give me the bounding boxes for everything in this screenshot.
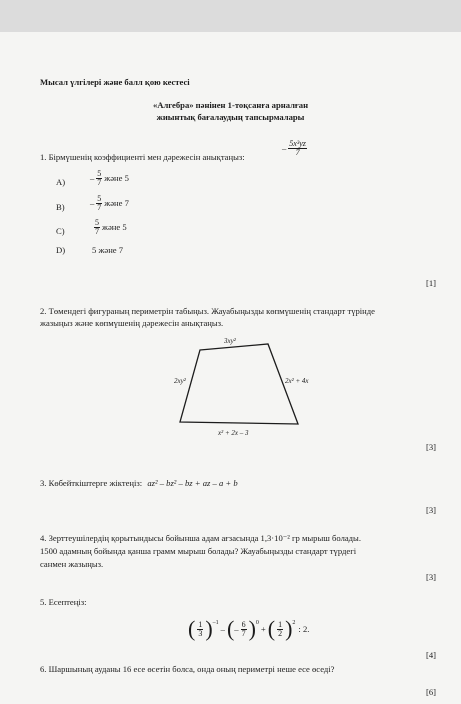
page-heading: Мысал үлгілері және балл қою кестесі: [40, 77, 190, 87]
q5-f2-exp: 0: [255, 620, 259, 626]
q1-expr-fraction: [288, 140, 307, 157]
q1-expr-numerator: 5x³yz: [289, 139, 306, 148]
q5-f3-num: 1: [278, 619, 283, 629]
q5-tail: : 2.: [298, 623, 310, 634]
q5-minus: –: [220, 623, 225, 634]
q2-text-line1: 2. Төмендегі фигураның периметрін табыңыз. Жауабыңызды көпмүшенің стандарт түрінде: [40, 306, 375, 316]
q5-marks: [4]: [426, 650, 437, 660]
q6-text: 6. Шаршының ауданы 16 есе өсетін болса, онда оның периметрі неше есе өседі?: [40, 664, 335, 674]
top-bar: [0, 0, 461, 32]
q5-f1-num: 1: [198, 619, 203, 629]
side-label-bottom: x² + 2x – 3: [218, 429, 249, 437]
q5-paren-open-1: (: [188, 616, 196, 641]
q5-paren-open-3: (: [267, 616, 276, 641]
q1-option-a: [90, 170, 129, 187]
worksheet-page: [0, 32, 461, 704]
side-label-right: 2x² + 4x: [285, 377, 309, 385]
q5-f3-den: 2: [278, 628, 283, 638]
q1-option-a-text: және 5: [104, 173, 129, 183]
q1-expr-minus: –: [282, 143, 287, 153]
q1-option-b-den: 7: [97, 203, 102, 212]
q2-marks: [3]: [426, 442, 437, 452]
quadrilateral-figure: [160, 330, 340, 450]
q1-marks: [1]: [426, 278, 437, 288]
side-label-left: 2xy²: [174, 377, 186, 385]
q1-option-c-fraction: [94, 219, 100, 236]
quadrilateral-shape: [180, 344, 298, 424]
q5-expression: [188, 618, 309, 640]
q5-f3-exp: 2: [292, 620, 296, 626]
q1-option-c: [92, 219, 127, 236]
q3-marks: [3]: [426, 505, 437, 515]
q4-text-line3: санмен жазыңыз.: [40, 559, 104, 569]
q1-option-d-letter: D): [56, 245, 66, 255]
q6-marks: [6]: [426, 687, 437, 697]
q2-text-line2: жазыңыз және көпмүшенің дәрежесін анықтаңыз.: [40, 318, 224, 328]
q5-text: 5. Есептеңіз:: [40, 597, 87, 607]
q1-option-b-fraction: [96, 195, 102, 212]
q5-paren-close-3: ): [285, 616, 293, 641]
q1-expr-denominator: 7: [295, 148, 300, 157]
q1-option-a-letter: A): [56, 177, 66, 187]
q1-option-d-text: 5 және 7: [92, 245, 124, 255]
q4-text-line2: 1500 адамның бойында қанша грамм мырыш болады? Жауабыңызды стандарт түрдегі: [40, 546, 357, 556]
q5-paren-close-1: ): [205, 616, 213, 641]
assignment-title-line2: жиынтық бағалаудың тапсырмалары: [156, 112, 305, 122]
q4-text-line1: 4. Зерттеушілердің қорытындысы бойынша адам ағзасында 1,3·10⁻² гр мырыш болады.: [40, 533, 361, 543]
q5-f2-num: 6: [241, 619, 246, 629]
q1-option-a-den: 7: [97, 178, 102, 187]
q4-marks: [3]: [426, 572, 437, 582]
q1-text: 1. Бірмүшенің коэффициенті мен дәрежесін анықтаңыз:: [40, 152, 245, 162]
q5-fraction-2: [241, 621, 247, 638]
q1-option-b-text: және 7: [104, 198, 129, 208]
side-label-top: 3xy²: [224, 337, 236, 345]
q1-option-b-num: 5: [97, 194, 102, 203]
q5-f1-den: 3: [198, 628, 203, 638]
q3-text: [40, 478, 238, 489]
q1-option-b-sign: –: [90, 198, 95, 208]
q1-option-c-text: және 5: [102, 222, 127, 232]
q1-option-a-fraction: [96, 170, 102, 187]
q1-option-c-num: 5: [95, 218, 99, 227]
q1-option-b-letter: B): [56, 202, 65, 212]
q1-option-a-sign: –: [90, 173, 95, 183]
q5-paren-close-2: ): [248, 616, 256, 641]
q3-expression: az² – bz² – bz + az – a + b: [147, 478, 238, 488]
q1-option-c-den: 7: [95, 227, 99, 236]
assignment-title-line1: «Алгебра» пәнінен 1-тоқсанға арналған: [152, 100, 309, 110]
q1-option-a-num: 5: [97, 169, 102, 178]
q1-option-c-letter: C): [56, 226, 65, 236]
q5-f2-den: 7: [241, 628, 246, 638]
q5-fraction-1: [197, 621, 203, 638]
q3-instruction: 3. Көбейткіштерге жіктеңіз:: [40, 478, 143, 488]
q5-f2-sign: –: [234, 623, 239, 634]
q1-expression: [282, 140, 309, 157]
q5-f1-exp: –1: [212, 620, 219, 626]
q1-option-b: [90, 195, 129, 212]
q5-fraction-3: [277, 621, 283, 638]
q5-plus: +: [260, 623, 266, 634]
q5-paren-open-2: (: [226, 616, 235, 641]
